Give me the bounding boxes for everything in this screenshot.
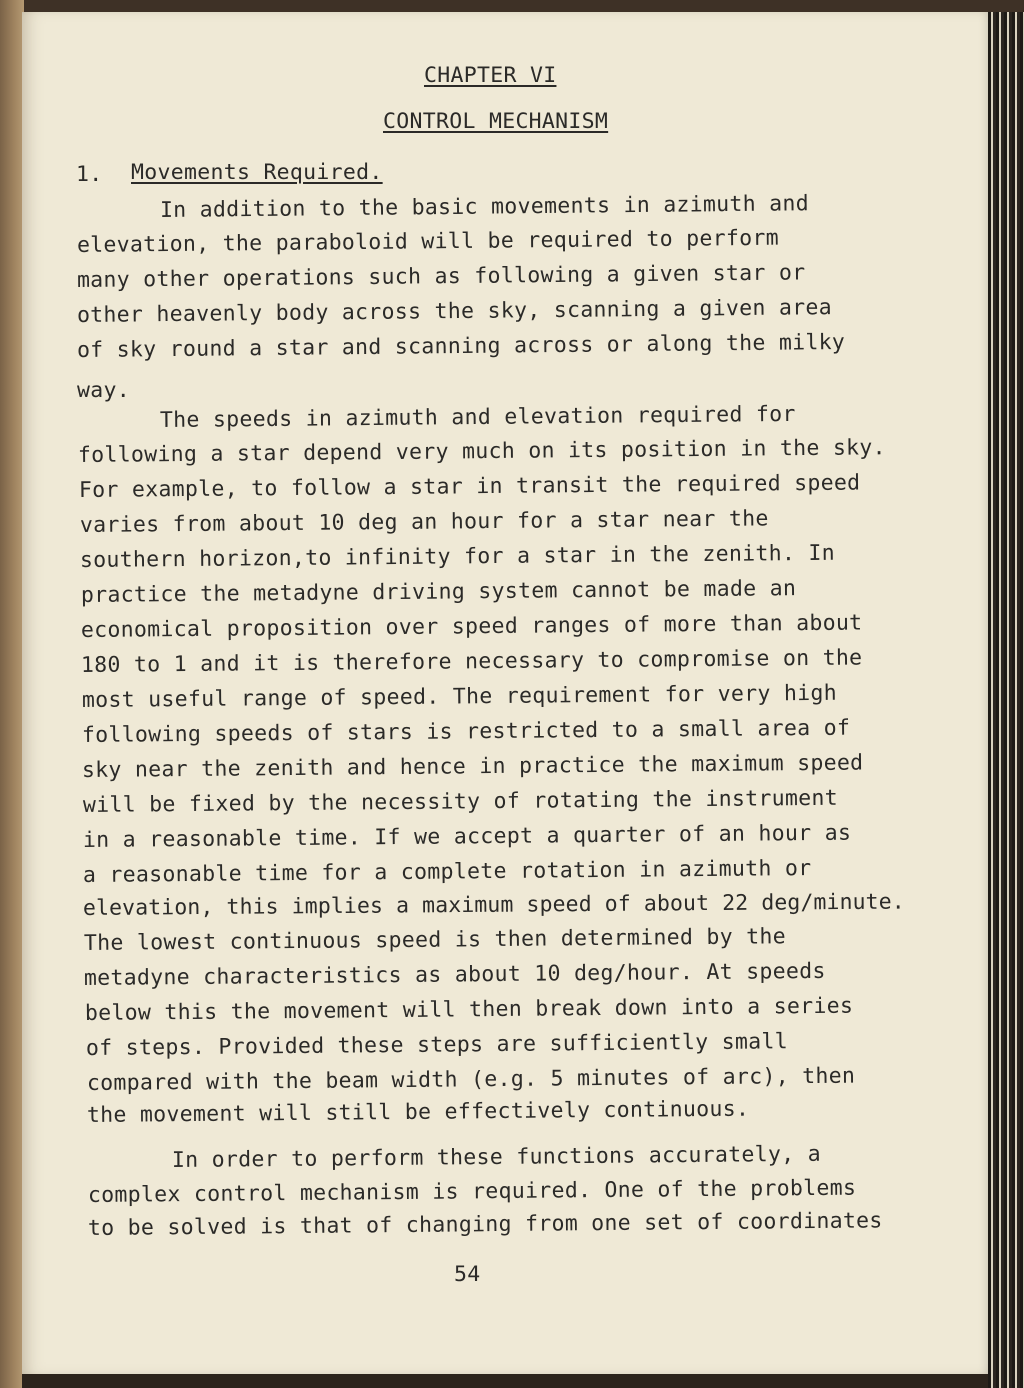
body-line: compared with the beam width (e.g. 5 minutes of arc), then <box>86 1063 856 1096</box>
section-heading: Movements Required. <box>131 160 383 185</box>
body-line: a reasonable time for a complete rotation in azimuth or <box>82 856 812 888</box>
body-line: In order to perform these functions accurately, a <box>171 1141 822 1173</box>
chapter-heading: CHAPTER VI <box>424 63 557 88</box>
body-line: will be fixed by the necessity of rotating the instrument <box>82 785 839 818</box>
body-line: elevation, the paraboloid will be required to perform <box>76 225 780 258</box>
body-line: In addition to the basic movements in azimuth and <box>159 191 810 223</box>
page-edges <box>988 12 1024 1388</box>
body-line: of steps. Provided these steps are sufficiently small <box>85 1029 789 1061</box>
body-line: in a reasonable time. If we accept a quarter of an hour as <box>82 820 852 853</box>
body-line: following a star depend very much on its position in the sky. <box>77 435 886 468</box>
body-line: way. <box>77 378 130 403</box>
body-line: elevation, this implies a maximum speed of about 22 deg/minute. <box>82 889 905 921</box>
body-line: For example, to follow a star in transit the required speed <box>78 470 861 503</box>
page-number: 54 <box>454 1262 481 1287</box>
book-binding <box>0 0 24 1388</box>
body-line: The lowest continuous speed is then determined by the <box>83 924 787 956</box>
body-line: below this the movement will then break down into a series <box>84 993 854 1026</box>
body-line: of sky round a star and scanning across or along the milky <box>76 329 846 363</box>
body-line: most useful range of speed. The requirement for very high <box>81 680 838 713</box>
section-number: 1. <box>76 162 103 187</box>
body-line: economical proposition over speed ranges of more than about <box>80 610 863 643</box>
chapter-title: CONTROL MECHANISM <box>383 109 609 134</box>
body-line: The speeds in azimuth and elevation required for <box>159 401 796 433</box>
body-line: varies from about 10 deg an hour for a star near the <box>79 506 769 538</box>
body-line: the movement will still be effectively continuous. <box>86 1096 750 1128</box>
body-line: complex control mechanism is required. One of the problems <box>87 1175 857 1208</box>
book-cover-edge <box>22 1374 988 1388</box>
body-line: many other operations such as following a given star or <box>76 260 806 293</box>
body-line: practice the metadyne driving system cannot be made an <box>80 576 797 608</box>
body-line: to be solved is that of changing from one set of coordinates <box>87 1208 883 1241</box>
body-line: sky near the zenith and hence in practice the maximum speed <box>81 750 864 783</box>
body-line: metadyne characteristics as about 10 deg/hour. At speeds <box>83 958 826 991</box>
body-line: 180 to 1 and it is therefore necessary to compromise on the <box>80 645 863 678</box>
body-line: southern horizon,to infinity for a star in the zenith. In <box>79 540 836 573</box>
body-line: other heavenly body across the sky, scanning a given area <box>76 295 833 328</box>
body-line: following speeds of stars is restricted to a small area of <box>81 715 851 748</box>
